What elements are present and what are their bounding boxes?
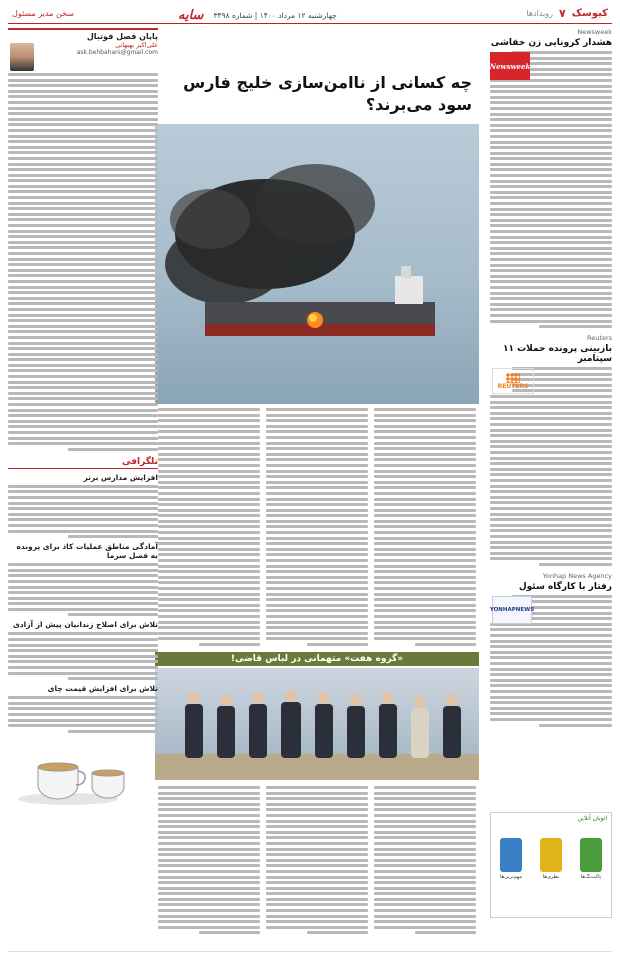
- newsweek-title: هشدار کرونایی زن خفاشی: [490, 38, 612, 48]
- ad-product: [575, 838, 607, 880]
- article2-body: [158, 786, 476, 936]
- main-headline: چه کسانی از ناامن‌سازی خلیج فارس سود می‌برند؟: [183, 73, 472, 114]
- newsweek-source: Newsweek: [577, 28, 612, 36]
- author-email[interactable]: ask.behbahani@gmail.com: [76, 49, 158, 56]
- author-name: علی‌اکبر بهبهانی: [115, 41, 158, 49]
- issue-date: چهارشنبه ۱۲ مرداد ۱۴۰۰ | شماره ۳۴۹۸: [213, 11, 337, 20]
- reuters-dots-icon: [506, 373, 520, 383]
- tanker-fire-photo: [155, 124, 479, 404]
- article-col: [158, 408, 260, 648]
- note-title: افزایش مدارس برتر: [83, 472, 158, 482]
- note-title: آمادگی مناطق عملیات کاذ برای پرونده به فصل سرما: [16, 542, 158, 561]
- note-body: [8, 632, 158, 680]
- bottle-icon: [580, 838, 602, 872]
- main-column: [154, 28, 480, 664]
- header-right: [526, 7, 608, 20]
- reuters-section: [490, 334, 612, 566]
- teacup-icon: [8, 739, 158, 811]
- bottle-icon: [500, 838, 522, 872]
- yonhap-section: [490, 572, 612, 727]
- article2-col: [266, 786, 368, 936]
- ad-title: اتوبان آنلاین: [577, 815, 607, 822]
- ad-products: [491, 824, 611, 880]
- article2-col: [158, 786, 260, 936]
- page-number: ۷: [559, 7, 566, 20]
- left-column: [8, 28, 158, 811]
- notes-section: [8, 457, 158, 811]
- tea-cups-illustration: [8, 739, 158, 811]
- author-avatar: [10, 43, 34, 71]
- article-col: [266, 408, 368, 648]
- reuters-body: [490, 367, 612, 566]
- ad-product-label: مهم‌ترین‌ها: [500, 874, 522, 880]
- column-title: سخن مدیر مسئول: [12, 9, 74, 18]
- advertisement[interactable]: [490, 812, 612, 918]
- article-col: [374, 408, 476, 648]
- ad-product-label: پاکت‌نگ‌ها: [580, 874, 602, 880]
- page-header: [8, 6, 612, 24]
- g7-leaders-photo: [155, 668, 479, 780]
- newsweek-logo: Newsweek: [490, 52, 530, 80]
- notes-heading: تلگرافی: [8, 457, 158, 469]
- reuters-logo: [492, 368, 534, 394]
- reuters-title: بازبینی پرونده حملات ۱۱ سپتامبر: [502, 344, 612, 365]
- note-body: [8, 485, 158, 538]
- yonhap-title: رفتار با کارگاه سئول: [518, 581, 612, 592]
- yonhap-source: Yonhap News Agency: [542, 571, 612, 580]
- newspaper-logo: سایه: [178, 8, 204, 23]
- leaders-illustration: [155, 668, 479, 780]
- yonhap-logo: YONHAPNEWS: [492, 596, 532, 624]
- note-title: تلاش برای افزایش قیمت چای: [47, 684, 158, 694]
- ad-product: [535, 838, 567, 880]
- newsweek-body: [490, 51, 612, 328]
- editorial-heading: پایان فصل فوتبال: [86, 32, 158, 41]
- reuters-logo-text: REUTERS: [497, 382, 529, 390]
- note-body: [8, 696, 158, 733]
- ad-product: [495, 838, 527, 880]
- note-body: [8, 563, 158, 616]
- editorial-box: [8, 28, 158, 451]
- kiosk-column: [489, 28, 612, 613]
- footer-divider: [8, 951, 612, 952]
- kiosk-label: کیوسک: [571, 8, 608, 19]
- ad-product-label: بطری‌ها: [542, 874, 560, 880]
- article2-col: [374, 786, 476, 936]
- article-body: [158, 408, 476, 648]
- header-middle: [178, 8, 337, 23]
- section-label: رویداد‌ها: [526, 9, 554, 18]
- note-title: تلاش برای اصلاح زندانیان پیش از آزادی: [12, 620, 158, 630]
- bottle-icon: [540, 838, 562, 872]
- reuters-source: Reuters: [587, 334, 612, 343]
- editorial-body: [8, 73, 158, 451]
- tanker-illustration: [155, 124, 479, 404]
- section-banner: «گروه هفت» متهمانی در لباس قاضی!: [155, 652, 479, 666]
